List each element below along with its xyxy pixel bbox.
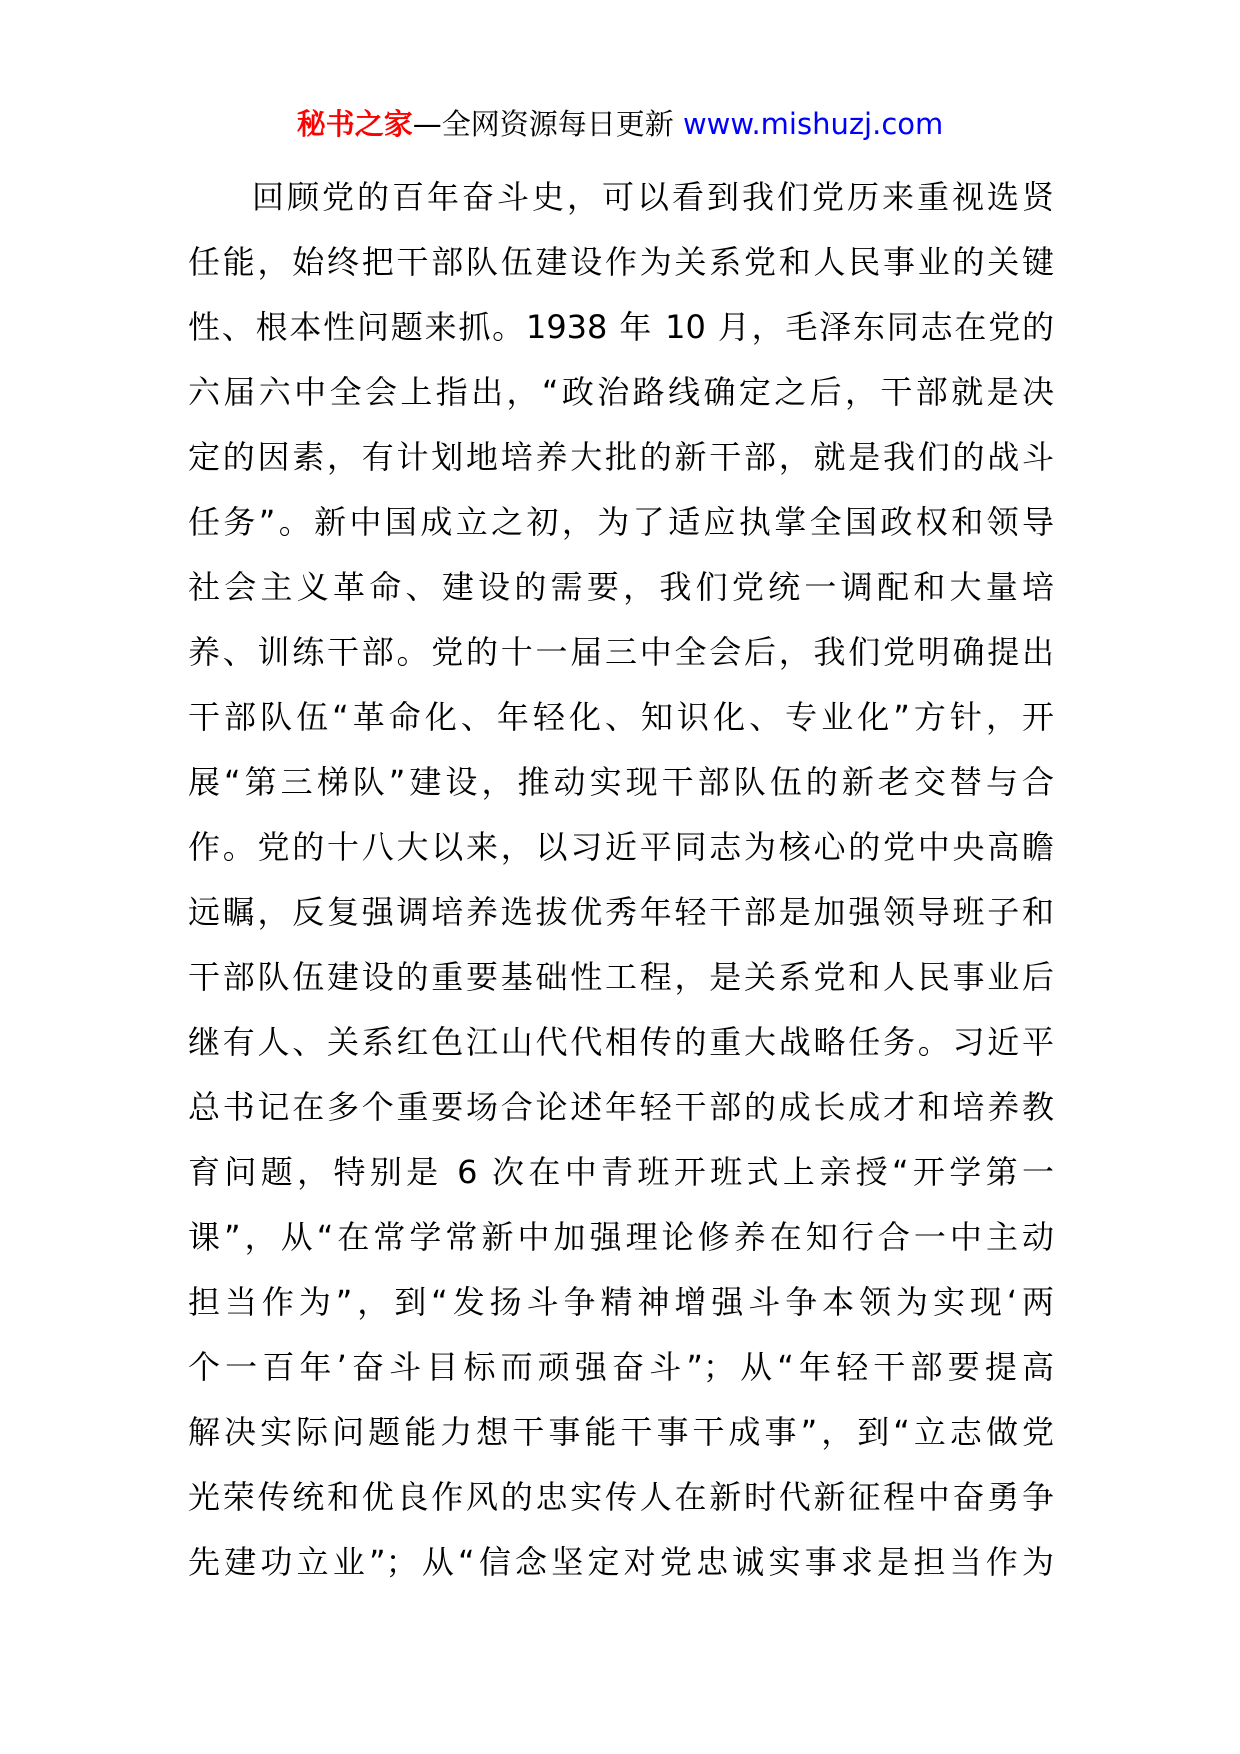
paragraph-line: 课”，从“在常学常新中加强理论修养在知行合一中主动 xyxy=(188,1218,1054,1256)
paragraph-line: 总书记在多个重要场合论述年轻干部的成长成才和培养教 xyxy=(188,1088,1054,1126)
paragraph-line: 担当作为”，到“发扬斗争精神增强斗争本领为实现‘两 xyxy=(188,1283,1054,1321)
paragraph-line: 定的因素，有计划地培养大批的新干部，就是我们的战斗 xyxy=(188,438,1054,476)
paragraph-line: 作。党的十八大以来，以习近平同志为核心的党中央高瞻 xyxy=(188,828,1054,866)
paragraph-line: 育问题，特别是 6 次在中青班开班式上亲授“开学第一 xyxy=(188,1153,1054,1191)
paragraph-line: 六届六中全会上指出，“政治路线确定之后，干部就是决 xyxy=(188,373,1054,411)
paragraph-line: 干部队伍建设的重要基础性工程，是关系党和人民事业后 xyxy=(188,958,1054,996)
site-header xyxy=(0,104,1240,144)
paragraph-line: 继有人、关系红色江山代代相传的重大战略任务。习近平 xyxy=(188,1023,1054,1061)
paragraph-line: 养、训练干部。党的十一届三中全会后，我们党明确提出 xyxy=(188,633,1054,671)
paragraph-line: 光荣传统和优良作风的忠实传人在新时代新征程中奋勇争 xyxy=(188,1478,1054,1516)
paragraph-line: 解决实际问题能力想干事能干事干成事”，到“立志做党 xyxy=(188,1413,1054,1451)
paragraph-line: 展“第三梯队”建设，推动实现干部队伍的新老交替与合 xyxy=(188,763,1054,801)
paragraph-line: 任务”。新中国成立之初，为了适应执掌全国政权和领导 xyxy=(188,503,1054,541)
brand-name: 秘书之家 xyxy=(296,107,413,141)
article-body xyxy=(188,165,1054,1595)
paragraph-line: 回顾党的百年奋斗史，可以看到我们党历来重视选贤 xyxy=(252,178,1054,216)
paragraph-line: 性、根本性问题来抓。1938 年 10 月，毛泽东同志在党的 xyxy=(188,308,1054,346)
paragraph-line: 个一百年’奋斗目标而顽强奋斗”；从“年轻干部要提高 xyxy=(188,1348,1054,1386)
paragraph-line: 社会主义革命、建设的需要，我们党统一调配和大量培 xyxy=(188,568,1054,606)
paragraph-line: 先建功立业”；从“信念坚定对党忠诚实事求是担当作为 xyxy=(188,1543,1054,1581)
paragraph-line: 任能，始终把干部队伍建设作为关系党和人民事业的关键 xyxy=(188,243,1054,281)
site-tagline: —全网资源每日更新 xyxy=(412,107,674,141)
site-url-link[interactable]: www.mishuzj.com xyxy=(682,107,944,141)
paragraph-line: 干部队伍“革命化、年轻化、知识化、专业化”方针，开 xyxy=(188,698,1054,736)
paragraph-line: 远瞩，反复强调培养选拔优秀年轻干部是加强领导班子和 xyxy=(188,893,1054,931)
